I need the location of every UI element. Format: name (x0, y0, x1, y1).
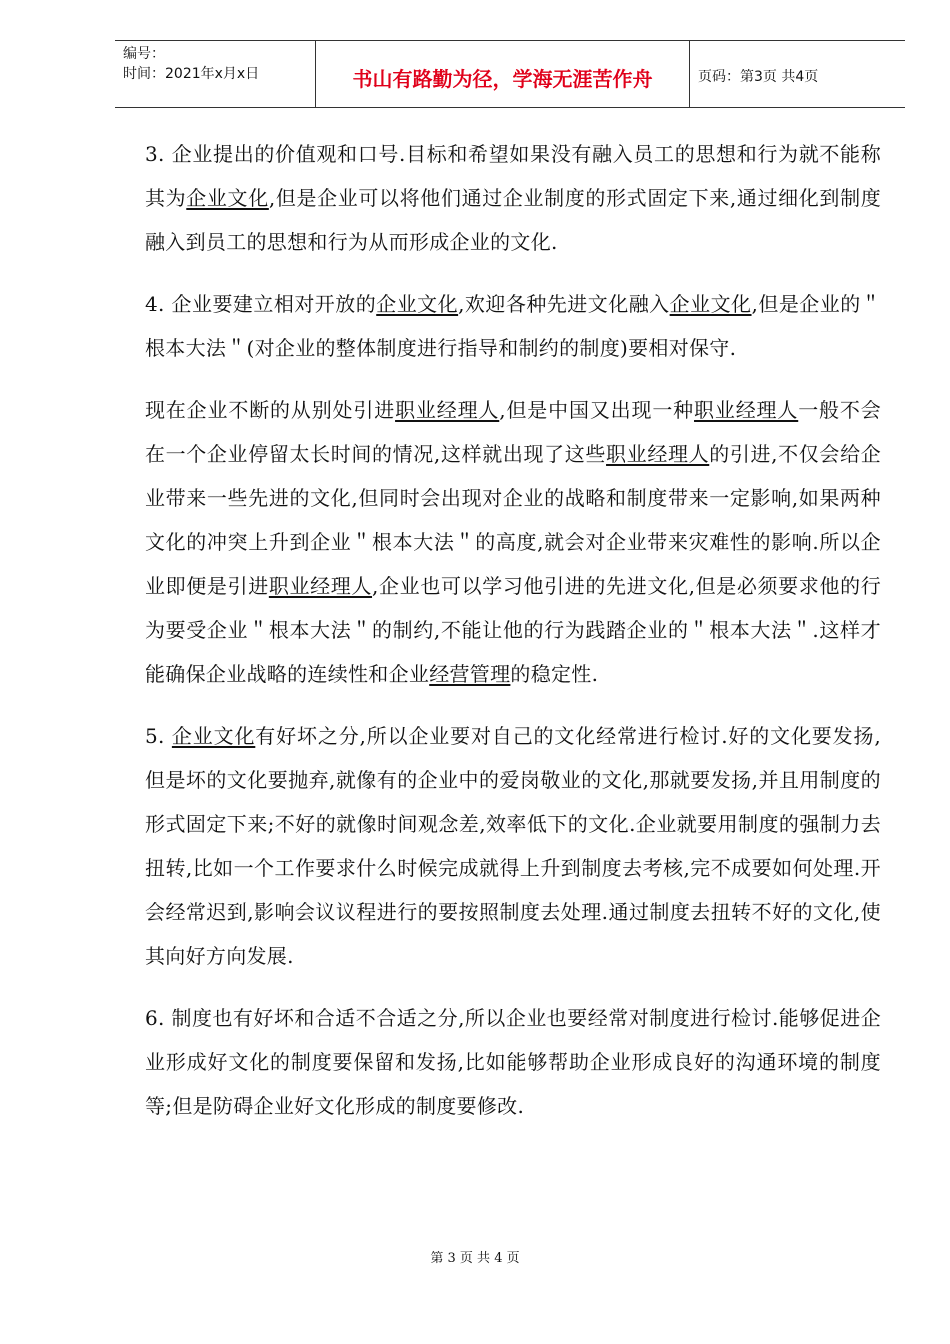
paragraph-text: ,但是企业的＂根本大法＂(对企业的整体制度进行指导和制约的制度)要相对保守. (145, 292, 882, 360)
paragraph (145, 282, 881, 370)
inline-link[interactable]: 企业文化 (669, 292, 752, 316)
paragraph (145, 388, 881, 696)
paragraph-text: 6. 制度也有好坏和合适不合适之分,所以企业也要经常对制度进行检讨.能够促进企业形成好文化的制度要保留和发扬,比如能够帮助企业形成良好的沟通环境的制度等;但是防碍企业好文化形成的制度要修改. (145, 1006, 881, 1118)
header-motto: 书山有路勤为径，学海无涯苦作舟 (316, 41, 690, 107)
paragraph-text: ,但是企业可以将他们通过企业制度的形式固定下来,通过细化到制度融入到员工的思想和行为从而形成企业的文化. (145, 186, 882, 254)
inline-link[interactable]: 企业文化 (186, 186, 269, 210)
paragraph-text: 一般不会在一个企业停留太长时间的情况,这样就出现了这些 (145, 398, 882, 466)
header-number-label: 编号： (123, 46, 165, 62)
paragraph-text: 现在企业不断的从别处引进 (145, 398, 396, 422)
document-header (115, 40, 905, 108)
inline-link[interactable]: 企业文化 (376, 292, 459, 316)
inline-link[interactable]: 职业经理人 (694, 398, 799, 422)
inline-link[interactable]: 职业经理人 (395, 398, 500, 422)
inline-link[interactable]: 职业经理人 (268, 574, 373, 598)
paragraph-text: ,但是中国又出现一种 (499, 398, 695, 422)
paragraph (145, 132, 881, 264)
document-body (145, 132, 881, 1146)
paragraph-text: 有好坏之分,所以企业要对自己的文化经常进行检讨.好的文化要发扬,但是坏的文化要抛弃,就像有的企业中的爱岗敬业的文化,那就要发扬,并且用制度的形式固定下来;不好的就像时间观念差,效率低下的文化.企业就要用制度的强制力去扭转,比如一个工作要求什么时候完成就得上升到制度去考核,完不成要如何处理.开会经常迟到,影响会议议程进行的要按照制度去处理.通过制度去扭转不好的文化,使其向好方向发展. (145, 724, 882, 968)
paragraph-text: ,欢迎各种先进文化融入 (458, 292, 670, 316)
header-meta-cell (115, 41, 316, 107)
inline-link[interactable]: 经营管理 (429, 662, 511, 686)
paragraph-text: 的稳定性. (510, 662, 599, 686)
paragraph-text: 的引进,不仅会给企业带来一些先进的文化,但同时会出现对企业的战略和制度带来一定影响,如果两种文化的冲突上升到企业＂根本大法＂的高度,就会对企业带来灾难性的影响.所以企业即便是引进 (145, 442, 882, 598)
page-footer: 第 3 页 共 4 页 (430, 1251, 520, 1266)
paragraph-text: ,企业也可以学习他引进的先进文化,但是必须要求他的行为要受企业＂根本大法＂的制约,不能让他的行为践踏企业的＂根本大法＂.这样才能确保企业战略的连续性和企业 (145, 574, 882, 686)
paragraph-text: 3. 企业提出的价值观和口号.目标和希望如果没有融入员工的思想和行为就不能称其为 (145, 142, 881, 210)
paragraph-text: 4. 企业要建立相对开放的 (145, 292, 377, 316)
paragraph (145, 714, 881, 978)
header-page-label: 页码：第3页 共4页 (698, 69, 819, 85)
paragraph-text: 5. (145, 724, 172, 748)
inline-link[interactable]: 职业经理人 (606, 442, 710, 466)
paragraph (145, 996, 881, 1128)
header-time-label: 时间：2021年x月x日 (123, 66, 260, 82)
inline-link[interactable]: 企业文化 (171, 724, 256, 748)
